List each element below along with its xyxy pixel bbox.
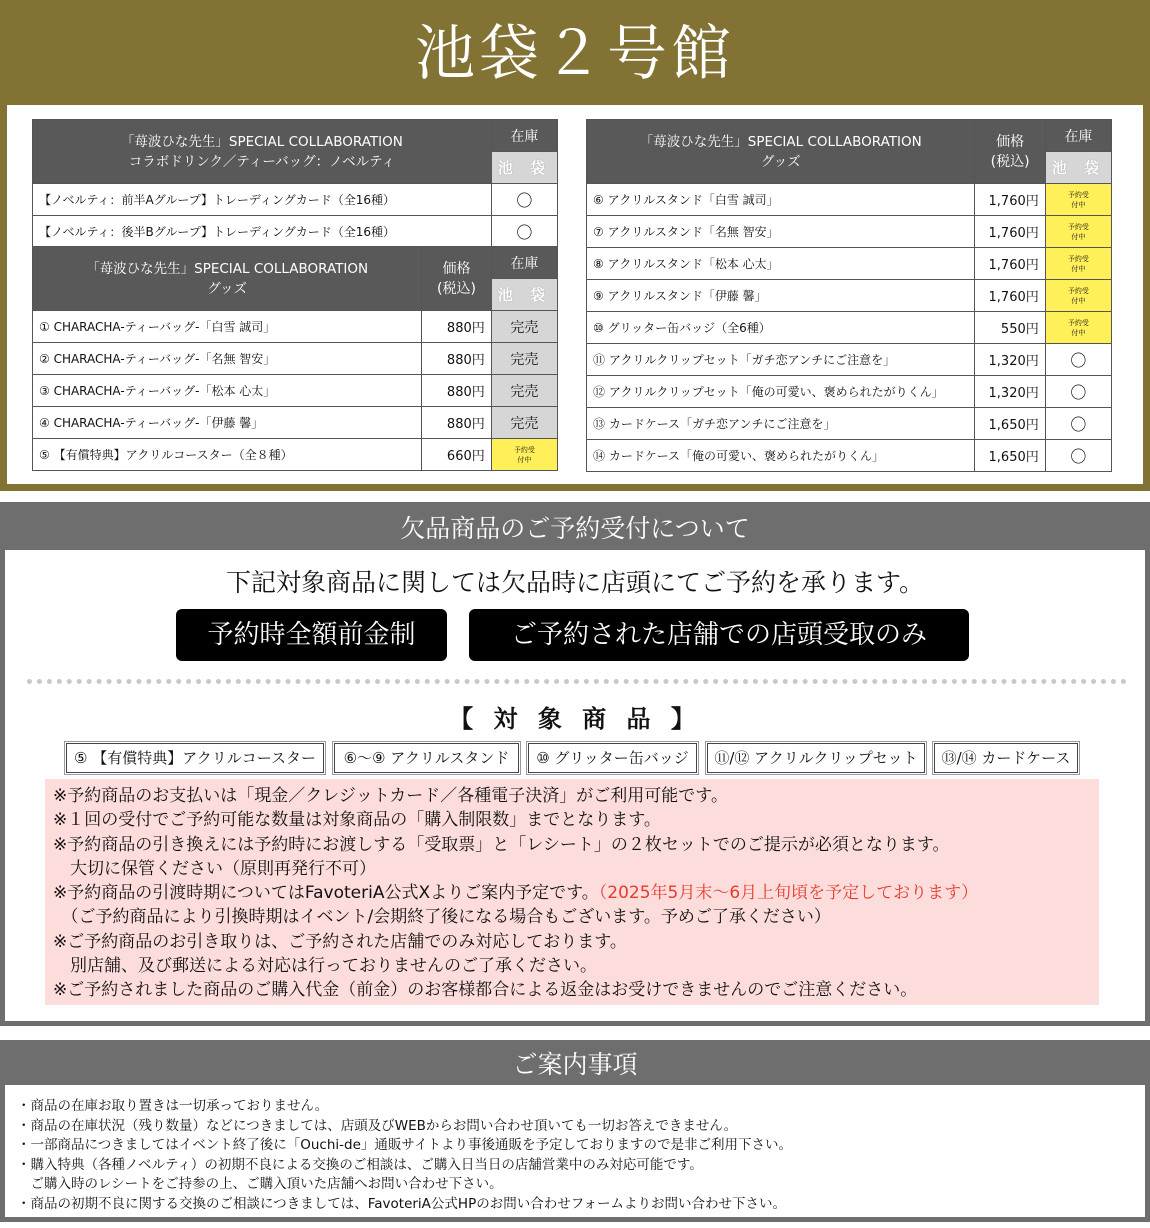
item-price: 1,650円 bbox=[975, 440, 1045, 472]
table-row bbox=[587, 248, 1112, 280]
reservation-heading: 欠品商品のご予約受付について bbox=[5, 507, 1145, 550]
stock-status: 〇 bbox=[491, 216, 557, 248]
info-line: ご購入時のレシートをご持参の上、ご購入頂いた店舗へお問い合わせ下さい。 bbox=[17, 1176, 503, 1192]
info-line: ・購入特典（各種ノベルティ）の初期不良による交換のご相談は、ご購入日当日の店舗営業中のみ対応可能です。 bbox=[17, 1156, 703, 1173]
info-heading: ご案内事項 bbox=[5, 1045, 1145, 1085]
stock-status: 完売 bbox=[491, 407, 557, 439]
reservation-badge-text: 予約受付中 bbox=[1067, 222, 1089, 241]
target-tag: ⑥〜⑨ アクリルスタンド bbox=[334, 743, 519, 773]
reservation-badge bbox=[1045, 280, 1111, 312]
item-name: ④ CHARACHA-ティーバッグ-「伊藤 馨」 bbox=[33, 407, 422, 439]
prepay-pill: 予約時全額前金制 bbox=[176, 609, 447, 661]
store-header: 池 袋 bbox=[1045, 152, 1111, 184]
item-price: 1,760円 bbox=[975, 216, 1045, 248]
novelty-store-header: 池 袋 bbox=[491, 152, 557, 184]
table-row bbox=[587, 280, 1112, 312]
item-name: 【ノベルティ：後半Bグループ】トレーディングカード（全16種） bbox=[33, 216, 492, 248]
stock-status: 〇 bbox=[1045, 408, 1111, 440]
info-line: ・商品の初期不良に関する交換のご相談につきましては、FavoteriA公式HPのお問い合わせフォームよりお問い合わせ下さい。 bbox=[17, 1195, 787, 1212]
stock-status: 〇 bbox=[491, 184, 557, 216]
table-row bbox=[587, 184, 1112, 216]
item-name: ⑭ カードケース「俺の可愛い、褒められたがりくん」 bbox=[587, 440, 975, 472]
price-header bbox=[975, 120, 1045, 184]
info-list bbox=[17, 1097, 792, 1214]
stock-status: 完売 bbox=[491, 343, 557, 375]
target-title: 【 対 象 商 品 】 bbox=[449, 705, 701, 733]
item-price: 880円 bbox=[422, 375, 491, 407]
novelty-stock-header: 在庫 bbox=[491, 120, 557, 152]
table-row bbox=[33, 343, 558, 375]
item-name: ⑨ アクリルスタンド「伊藤 馨」 bbox=[587, 280, 975, 312]
item-price: 550円 bbox=[975, 312, 1045, 344]
note-line: 大切に保管ください（原則再発行不可） bbox=[53, 858, 376, 879]
novelty-table bbox=[32, 119, 558, 248]
page-title: 池袋２号館 bbox=[415, 19, 735, 89]
note-text: ※予約商品の引渡時期についてはFavoteriA公式Xよりご案内予定です。 bbox=[53, 883, 599, 904]
price-header-line2: (税込) bbox=[990, 153, 1030, 170]
stock-status: 完売 bbox=[491, 375, 557, 407]
store-header: 池 袋 bbox=[491, 279, 557, 311]
stock-header: 在庫 bbox=[491, 247, 557, 279]
item-name: ⑧ アクリルスタンド「松本 心太」 bbox=[587, 248, 975, 280]
pickup-pill: ご予約された店舗での店頭受取のみ bbox=[469, 609, 969, 661]
item-name: ⑦ アクリルスタンド「名無 智安」 bbox=[587, 216, 975, 248]
stock-status: 〇 bbox=[1045, 344, 1111, 376]
reservation-lead: 下記対象商品に関しては欠品時に店頭にてご予約を承ります。 bbox=[225, 568, 924, 597]
table-row bbox=[587, 440, 1112, 472]
table-row bbox=[587, 344, 1112, 376]
price-header bbox=[422, 247, 491, 311]
novelty-header-line1: 「苺波ひな先生」SPECIAL COLLABORATION bbox=[120, 133, 403, 150]
note-line bbox=[53, 881, 1099, 905]
item-price: 1,320円 bbox=[975, 376, 1045, 408]
note-line: ※１回の受付でご予約可能な数量は対象商品の「購入制限数」までとなります。 bbox=[53, 810, 661, 831]
reservation-badge-text: 予約受付中 bbox=[513, 445, 535, 464]
reservation-badge-text: 予約受付中 bbox=[1067, 286, 1089, 305]
price-header-line1: 価格 bbox=[996, 133, 1025, 150]
item-name: ⑩ グリッター缶バッジ（全6種） bbox=[587, 312, 975, 344]
table-row bbox=[587, 312, 1112, 344]
reservation-notes bbox=[45, 779, 1099, 1005]
info-line: ・一部商品につきましてはイベント終了後に「Ouchi-de」通販サイトより事後通販を予定しておりますので是非ご利用下さい。 bbox=[17, 1137, 792, 1153]
table-row bbox=[33, 407, 558, 439]
table-row bbox=[33, 216, 558, 248]
table-row bbox=[33, 439, 558, 471]
info-line: ・商品の在庫状況（残り数量）などにつきましては、店頭及びWEBからお問い合わせ頂いても一切お答えできません。 bbox=[17, 1117, 738, 1134]
item-name: ⑪ アクリルクリップセット「ガチ恋アンチにご注意を」 bbox=[587, 344, 975, 376]
note-line: ※ご予約商品のお引き取りは、ご予約された店舗でのみ対応しております。 bbox=[53, 931, 627, 952]
item-price: 1,650円 bbox=[975, 408, 1045, 440]
item-price: 880円 bbox=[422, 311, 491, 343]
item-price: 1,760円 bbox=[975, 280, 1045, 312]
goods-header bbox=[33, 247, 422, 311]
stock-status: 完売 bbox=[491, 311, 557, 343]
goods-header-line2: グッズ bbox=[207, 280, 248, 297]
price-header-line1: 価格 bbox=[442, 260, 471, 277]
item-name: 【ノベルティ：前半Aグループ】トレーディングカード（全16種） bbox=[33, 184, 492, 216]
reservation-badge bbox=[1045, 184, 1111, 216]
reservation-badge-text: 予約受付中 bbox=[1067, 254, 1089, 273]
reservation-badge-text: 予約受付中 bbox=[1067, 190, 1089, 209]
item-price: 1,320円 bbox=[975, 344, 1045, 376]
price-header-line2: (税込) bbox=[437, 280, 476, 297]
note-line: 別店舗、及び郵送による対応は行っておりませんのご了承ください。 bbox=[53, 956, 597, 977]
table-row bbox=[33, 375, 558, 407]
item-price: 880円 bbox=[422, 343, 491, 375]
item-name: ② CHARACHA-ティーバッグ-「名無 智安」 bbox=[33, 343, 422, 375]
reservation-badge bbox=[1045, 312, 1111, 344]
target-tag: ⑤ 【有償特典】アクリルコースター bbox=[66, 743, 324, 773]
note-line: ※ご予約されました商品のご購入代金（前金）のお客様都合による返金はお受けできませんのでご注意ください。 bbox=[53, 980, 918, 1001]
target-tag: ⑬/⑭ カードケース bbox=[934, 743, 1078, 773]
dotted-divider bbox=[27, 679, 1127, 684]
goods-table-right bbox=[586, 119, 1112, 472]
novelty-header-line2: コラボドリンク／ティーバッグ：ノベルティ bbox=[128, 153, 396, 170]
goods-header-line1: 「苺波ひな先生」SPECIAL COLLABORATION bbox=[86, 260, 369, 277]
table-row bbox=[587, 408, 1112, 440]
item-name: ⑬ カードケース「ガチ恋アンチにご注意を」 bbox=[587, 408, 975, 440]
goods-table-left bbox=[32, 246, 558, 471]
table-row bbox=[33, 184, 558, 216]
note-line: ※予約商品のお支払いは「現金／クレジットカード／各種電子決済」がご利用可能です。 bbox=[53, 786, 728, 806]
stock-header: 在庫 bbox=[1045, 120, 1111, 152]
reservation-section bbox=[0, 502, 1150, 1026]
table-row bbox=[587, 376, 1112, 408]
reservation-badge bbox=[491, 439, 557, 471]
stock-status: 〇 bbox=[1045, 440, 1111, 472]
note-line: ※予約商品の引き換えには予約時にお渡しする「受取票」と「レシート」の２枚セットでのご提示が必須となります。 bbox=[53, 834, 950, 855]
item-name: ① CHARACHA-ティーバッグ-「白雪 誠司」 bbox=[33, 311, 422, 343]
goods-header bbox=[587, 120, 975, 184]
item-price: 1,760円 bbox=[975, 184, 1045, 216]
reservation-badge bbox=[1045, 248, 1111, 280]
goods-header-line2: グッズ bbox=[760, 153, 801, 170]
info-section bbox=[0, 1040, 1150, 1222]
reservation-badge bbox=[1045, 216, 1111, 248]
info-line: ・商品の在庫お取り置きは一切承っておりません。 bbox=[17, 1098, 329, 1114]
item-price: 880円 bbox=[422, 407, 491, 439]
item-name: ⑥ アクリルスタンド「白雪 誠司」 bbox=[587, 184, 975, 216]
reservation-badge-text: 予約受付中 bbox=[1067, 318, 1089, 337]
note-red-date: （2025年5月末〜6月上旬頃を予定しております） bbox=[598, 883, 979, 904]
stock-status: 〇 bbox=[1045, 376, 1111, 408]
target-tag: ⑩ グリッター缶バッジ bbox=[528, 743, 697, 773]
item-price: 660円 bbox=[422, 439, 491, 471]
note-line: （ご予約商品により引換時期はイベント/会期終了後になる場合もございます。予めご了承ください） bbox=[53, 907, 831, 928]
goods-header-line1: 「苺波ひな先生」SPECIAL COLLABORATION bbox=[639, 133, 922, 150]
item-price: 1,760円 bbox=[975, 248, 1045, 280]
item-name: ⑫ アクリルクリップセット「俺の可愛い、褒められたがりくん」 bbox=[587, 376, 975, 408]
target-tag: ⑪/⑫ アクリルクリップセット bbox=[707, 743, 925, 773]
table-row bbox=[587, 216, 1112, 248]
item-name: ③ CHARACHA-ティーバッグ-「松本 心太」 bbox=[33, 375, 422, 407]
item-name: ⑤ 【有償特典】アクリルコースター（全８種） bbox=[33, 439, 422, 471]
table-row bbox=[33, 311, 558, 343]
novelty-header bbox=[33, 120, 492, 184]
